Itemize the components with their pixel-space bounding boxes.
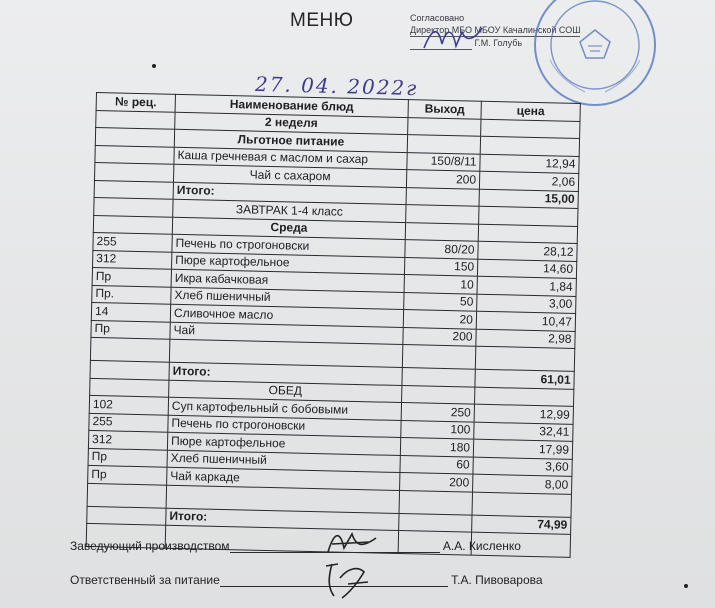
menu-date: 27. 04. 2022г	[254, 71, 419, 101]
breakfast-total: 61,01	[475, 369, 574, 389]
table-row: Пр Чай каркаде 200 8,00	[88, 465, 572, 493]
table-row: 14 Сливочное масло 20 10,47	[91, 302, 575, 330]
total-label: Итого:	[166, 508, 399, 531]
col-header-recipe: № рец.	[96, 93, 175, 112]
table-row: Пр Хлеб пшеничный 60 3,60	[88, 448, 572, 476]
production-signature-row	[70, 538, 521, 553]
responsible-label: Ответственный за питание	[70, 573, 220, 587]
lunch-total: 74,99	[472, 515, 571, 535]
table-row: Пр. Хлеб пшеничный 50 3,00	[92, 285, 576, 313]
responsible-name: Т.А. Пивоварова	[451, 573, 543, 587]
ink-dot	[152, 64, 156, 68]
approval-name: Г.М. Голубь	[474, 38, 523, 48]
table-row: 102 Суп картофельный с бобовыми 250 12,99	[89, 395, 573, 423]
lunch-title: ОБЕД	[169, 380, 402, 403]
table-row: 255 Печень по строгоновски 100 32,41	[89, 413, 573, 441]
responsible-signature-icon	[318, 558, 374, 602]
total-label: Итого:	[169, 362, 402, 385]
col-header-dish: Наименование блюд	[175, 94, 408, 117]
director-signature-icon	[418, 18, 488, 58]
production-label: Заведующий производством	[70, 539, 230, 553]
school-seal-stamp-icon	[530, 0, 660, 110]
page-title: МЕНЮ	[290, 10, 354, 31]
approval-label: Согласовано	[410, 13, 465, 23]
table-row: 312 Пюре картофельное 180 17,99	[88, 430, 572, 458]
section-preferential: Льготное питание	[174, 129, 407, 152]
table-row: Пр Чай 200 2,98	[91, 320, 575, 348]
preferential-total: 15,00	[479, 189, 578, 209]
production-signature-icon	[322, 524, 382, 560]
col-header-output: Выход	[408, 100, 481, 119]
table-row: 312 Пюре картофельное 150 14,60	[93, 250, 577, 278]
menu-table	[86, 92, 581, 558]
production-name: А.А. Кисленко	[442, 539, 521, 553]
table-row: Пр Икра кабачковая 10 1,84	[92, 267, 576, 295]
breakfast-title: ЗАВТРАК 1-4 класс	[173, 199, 406, 222]
total-label: Итого:	[173, 182, 406, 205]
approval-position: Директор МБО МБОУ Качалинской СОШ	[410, 25, 581, 35]
breakfast-day: Среда	[172, 217, 405, 240]
col-header-price: цена	[481, 101, 580, 121]
week-label: 2 неделя	[175, 112, 408, 135]
table-row: Каша гречневая с маслом и сахар 150/8/11 12,94	[95, 145, 579, 173]
ink-dot	[684, 584, 688, 588]
table-row: 255 Печень по строгоновски 80/20 28,12	[93, 232, 577, 260]
table-row: Чай с сахаром 200 2,06	[95, 162, 579, 190]
responsible-signature-row	[70, 572, 543, 587]
